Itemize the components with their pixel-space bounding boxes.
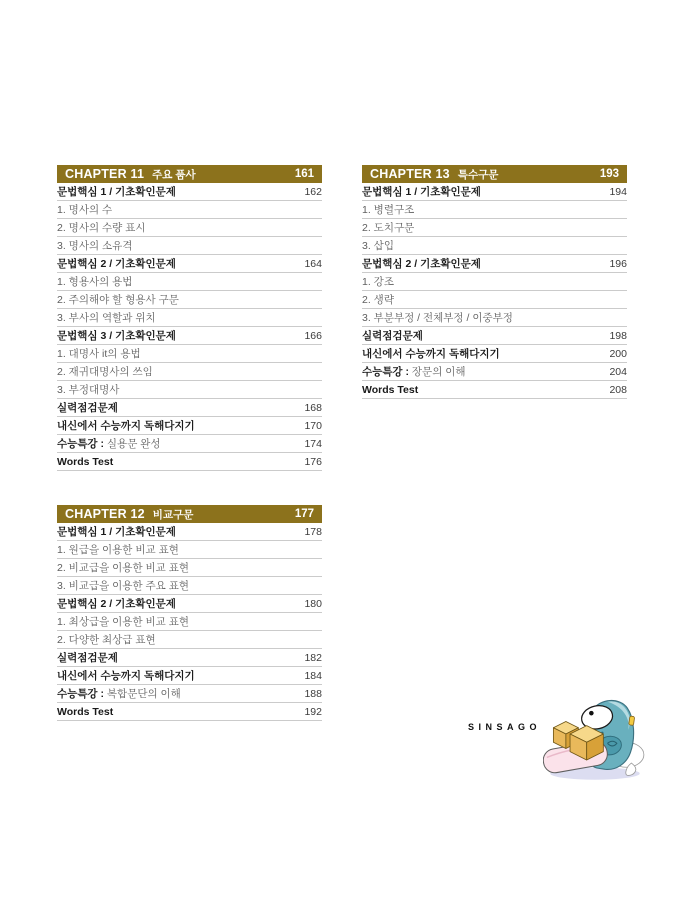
toc-row-label: 2. 명사의 수량 표시	[57, 222, 146, 234]
toc-row	[57, 523, 322, 541]
toc-row-label: Words Test	[57, 705, 114, 718]
toc-row	[362, 381, 627, 399]
chapter-rows	[57, 523, 322, 721]
toc-row	[57, 613, 322, 631]
toc-row	[57, 237, 322, 255]
toc-row-page-number: 208	[609, 383, 627, 396]
chapter-label: CHAPTER 13	[370, 167, 450, 181]
chapter-rows	[57, 183, 322, 471]
chapter-header-bar	[57, 505, 322, 523]
toc-row	[362, 345, 627, 363]
toc-row-label: 3. 비교급을 이용한 주요 표현	[57, 580, 189, 592]
toc-row-label: 2. 재귀대명사의 쓰임	[57, 366, 153, 378]
toc-row-page-number: 204	[609, 365, 627, 378]
toc-row	[57, 631, 322, 649]
toc-row-label: 1. 병렬구조	[362, 204, 415, 216]
toc-row-label: 문법핵심 1 / 기초확인문제	[57, 186, 176, 198]
toc-row-page-number: 166	[304, 329, 322, 342]
toc-row	[57, 703, 322, 721]
toc-row	[362, 219, 627, 237]
toc-row	[57, 381, 322, 399]
toc-row	[362, 183, 627, 201]
toc-row-page-number: 180	[304, 597, 322, 610]
toc-row-label: 문법핵심 2 / 기초확인문제	[57, 258, 176, 270]
toc-row-label: 3. 부정대명사	[57, 384, 120, 396]
toc-row-label: 수능특강 : 복합문단의 이해	[57, 688, 181, 700]
toc-row	[57, 435, 322, 453]
toc-row-page-number: 188	[304, 687, 322, 700]
chapter-section	[362, 165, 627, 399]
toc-row-label: 실력점검문제	[57, 652, 118, 664]
toc-row	[362, 273, 627, 291]
toc-row	[57, 417, 322, 435]
toc-row-label: 3. 부사의 역할과 위치	[57, 312, 156, 324]
toc-row	[57, 595, 322, 613]
ear-piece	[629, 716, 635, 725]
toc-row	[57, 327, 322, 345]
toc-row-label: 3. 삽입	[362, 240, 394, 252]
toc-row	[362, 309, 627, 327]
chapter-label: CHAPTER 11	[65, 167, 145, 181]
chapter-section	[57, 505, 322, 721]
chapter-page-number: 193	[599, 168, 619, 180]
toc-row-page-number: 170	[304, 419, 322, 432]
toc-row	[362, 363, 627, 381]
toc-column-left	[57, 165, 322, 721]
toc-row	[57, 541, 322, 559]
toc-row-label: 2. 주의해야 할 형용사 구문	[57, 294, 179, 306]
toc-row-label: 내신에서 수능까지 독해다지기	[362, 348, 500, 360]
toc-row	[57, 685, 322, 703]
toc-column-right	[362, 165, 627, 399]
brand-area	[455, 688, 655, 793]
toc-row-page-number: 192	[304, 705, 322, 718]
toc-row-label: 3. 명사의 소유격	[57, 240, 133, 252]
chapter-rows	[362, 183, 627, 399]
toc-row	[57, 219, 322, 237]
toc-row-label: 문법핵심 1 / 기초확인문제	[362, 186, 481, 198]
toc-row-label: 2. 도치구문	[362, 222, 415, 234]
toc-row-page-number: 178	[304, 525, 322, 538]
toc-row-label: 1. 대명사 it의 용법	[57, 348, 141, 360]
toc-row-label: 1. 형용사의 용법	[57, 276, 133, 288]
toc-row-page-number: 162	[304, 185, 322, 198]
toc-row-page-number: 176	[304, 455, 322, 468]
toc-row-label: 1. 강조	[362, 276, 394, 288]
toc-row-label: 문법핵심 1 / 기초확인문제	[57, 526, 176, 538]
toc-row	[362, 255, 627, 273]
toc-row-label: Words Test	[362, 383, 419, 396]
toc-row-page-number: 200	[609, 347, 627, 360]
toc-row-label: 문법핵심 2 / 기초확인문제	[362, 258, 481, 270]
mascot-illustration	[543, 688, 647, 782]
toc-row	[57, 201, 322, 219]
chapter-page-number: 161	[294, 168, 314, 180]
chapter-label: CHAPTER 12	[65, 507, 145, 521]
toc-row	[57, 649, 322, 667]
toc-row	[362, 237, 627, 255]
toc-row	[57, 255, 322, 273]
toc-row-label: 실력점검문제	[57, 402, 118, 414]
toc-row	[57, 667, 322, 685]
chapter-page-number: 177	[294, 508, 314, 520]
toc-row-label: Words Test	[57, 455, 114, 468]
chapter-section	[57, 165, 322, 471]
chapter-title: 주요 품사	[152, 168, 196, 181]
toc-row	[362, 291, 627, 309]
toc-row-page-number: 174	[304, 437, 322, 450]
toc-row-label: 1. 최상급을 이용한 비교 표현	[57, 616, 189, 628]
toc-row-label: 2. 비교급을 이용한 비교 표현	[57, 562, 189, 574]
toc-row-page-number: 184	[304, 669, 322, 682]
toc-row	[362, 327, 627, 345]
chapter-header-bar	[362, 165, 627, 183]
toc-row	[57, 559, 322, 577]
chapter-title: 특수구문	[457, 168, 499, 181]
toc-row	[57, 291, 322, 309]
toc-row-label: 수능특강 : 실용문 완성	[57, 438, 161, 450]
toc-row-page-number: 194	[609, 185, 627, 198]
toc-row-label: 내신에서 수능까지 독해다지기	[57, 670, 195, 682]
chapter-header-bar	[57, 165, 322, 183]
toc-row-label: 2. 다양한 최상급 표현	[57, 634, 156, 646]
toc-row	[362, 201, 627, 219]
toc-row-label: 3. 부분부정 / 전체부정 / 이중부정	[362, 312, 513, 324]
toc-row-page-number: 164	[304, 257, 322, 270]
mascot-pupil	[589, 711, 594, 716]
toc-row-label: 문법핵심 3 / 기초확인문제	[57, 330, 176, 342]
toc-row-label: 내신에서 수능까지 독해다지기	[57, 420, 195, 432]
toc-row-label: 실력점검문제	[362, 330, 423, 342]
toc-row	[57, 309, 322, 327]
toc-row-page-number: 182	[304, 651, 322, 664]
toc-row-label: 수능특강 : 장문의 이해	[362, 366, 466, 378]
publisher-logo-text: SINSAGO	[468, 722, 542, 732]
toc-row-page-number: 168	[304, 401, 322, 414]
chapter-title: 비교구문	[152, 508, 194, 521]
toc-row	[57, 273, 322, 291]
toc-row-page-number: 198	[609, 329, 627, 342]
toc-row	[57, 183, 322, 201]
toc-row	[57, 399, 322, 417]
toc-row-label: 2. 생략	[362, 294, 394, 306]
toc-row-label: 1. 명사의 수	[57, 204, 113, 216]
toc-row-page-number: 196	[609, 257, 627, 270]
toc-row-label: 1. 원급을 이용한 비교 표현	[57, 544, 179, 556]
toc-row	[57, 577, 322, 595]
toc-row	[57, 363, 322, 381]
toc-row-label: 문법핵심 2 / 기초확인문제	[57, 598, 176, 610]
toc-row	[57, 345, 322, 363]
toc-row	[57, 453, 322, 471]
